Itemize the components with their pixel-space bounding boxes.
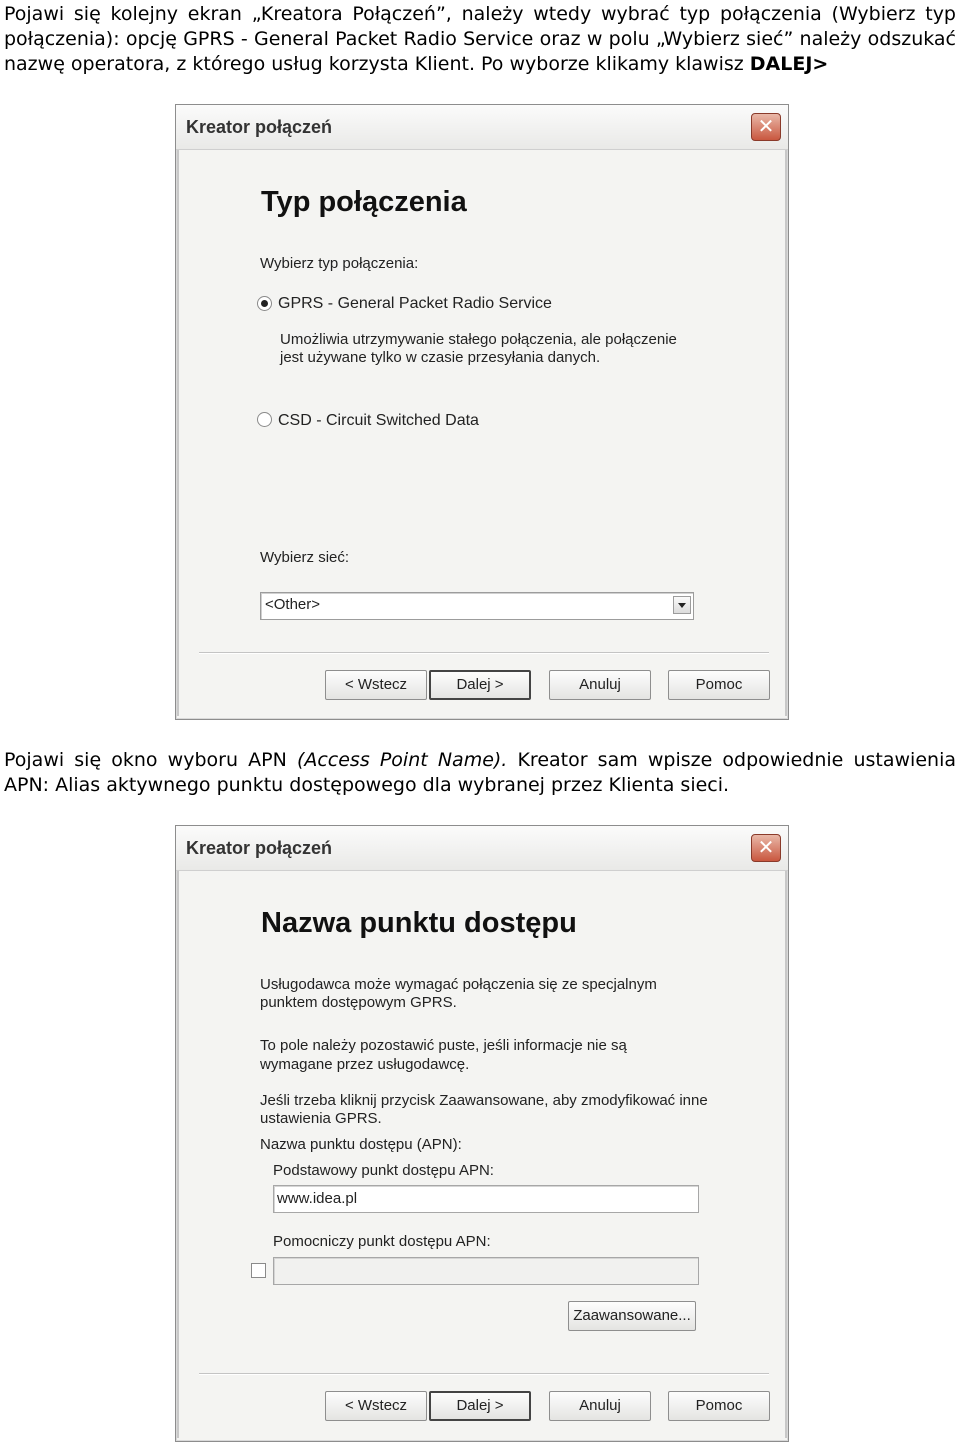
apn-text-before: Pojawi się okno wyboru APN [4, 749, 297, 771]
dialog-titlebar [176, 826, 788, 871]
primary-apn-value: www.idea.pl [277, 1190, 358, 1207]
help-button[interactable]: Pomoc [668, 670, 770, 700]
apn-italic: (Access Point Name). [296, 749, 508, 771]
secondary-apn-field[interactable] [273, 1257, 699, 1285]
cancel-button[interactable]: Anuluj [549, 670, 651, 700]
option-gprs-description-line2: jest używane tylko w czasie przesyłania danych. [280, 349, 601, 366]
info-line: punktem dostępowym GPRS. [260, 994, 457, 1011]
primary-apn-field[interactable] [273, 1185, 699, 1213]
intro-text: Pojawi się kolejny ekran „Kreatora Połączeń”, należy wtedy wybrać typ połączenia (Wybierz typ połączenia): opcję GPRS - General Packet Radio Service oraz w polu „Wybierz sieć” należy odszukać nazwę operatora, z którego usług korzysta Klient. Po wyborze klikamy klawisz [4, 3, 956, 75]
next-button[interactable]: Dalej > [429, 1391, 531, 1421]
advanced-button[interactable]: Zaawansowane... [568, 1301, 696, 1331]
info-line: wymagane przez usługodawcę. [260, 1056, 470, 1073]
secondary-apn-label: Pomocniczy punkt dostępu APN: [273, 1233, 491, 1250]
info-line: Usługodawca może wymagać połączenia się ze specjalnym [260, 976, 657, 993]
back-button[interactable]: < Wstecz [325, 670, 427, 700]
choose-type-label: Wybierz typ połączenia: [260, 255, 419, 272]
radio-selected-dot [261, 300, 268, 307]
radio-csd[interactable] [257, 412, 272, 427]
apn-text-after: Kreator sam wpisze odpowiednie ustawienia APN: Alias aktywnego punktu dostępowego dla wybranej przez Klienta sieci. [4, 749, 956, 796]
intro-bold-next: DALEJ> [749, 53, 829, 75]
close-icon: ✕ [757, 114, 775, 138]
dialog-body [177, 150, 787, 716]
button-separator [199, 652, 769, 654]
help-button[interactable]: Pomoc [668, 1391, 770, 1421]
close-icon: ✕ [757, 835, 775, 859]
intro-paragraph [4, 2, 956, 77]
network-select-value: <Other> [265, 596, 321, 613]
next-button[interactable]: Dalej > [429, 670, 531, 700]
button-separator [199, 1373, 769, 1375]
dialog-title: Kreator połączeń [186, 838, 333, 858]
option-gprs-label[interactable]: GPRS - General Packet Radio Service [278, 295, 552, 312]
cancel-button[interactable]: Anuluj [549, 1391, 651, 1421]
chevron-down-icon[interactable] [673, 596, 691, 614]
info-line: ustawienia GPRS. [260, 1110, 382, 1127]
page-heading: Typ połączenia [261, 186, 467, 218]
page-heading: Nazwa punktu dostępu [261, 907, 577, 939]
close-button[interactable] [751, 113, 781, 141]
choose-network-label: Wybierz sieć: [260, 549, 350, 566]
primary-apn-label: Podstawowy punkt dostępu APN: [273, 1162, 494, 1179]
radio-gprs[interactable] [257, 296, 272, 311]
info-line: Jeśli trzeba kliknij przycisk Zaawansowane, aby zmodyfikować inne [260, 1092, 708, 1109]
secondary-apn-checkbox[interactable] [251, 1263, 266, 1278]
option-csd-label[interactable]: CSD - Circuit Switched Data [278, 412, 479, 429]
back-button[interactable]: < Wstecz [325, 1391, 427, 1421]
dialog-title: Kreator połączeń [186, 117, 333, 137]
connection-wizard-dialog-apn [175, 825, 789, 1442]
close-button[interactable] [751, 834, 781, 862]
dialog-body [177, 871, 787, 1438]
info-line: To pole należy pozostawić puste, jeśli informacje nie są [260, 1037, 627, 1054]
option-gprs-description-line1: Umożliwia utrzymywanie stałego połączenia, ale połączenie [280, 331, 677, 348]
apn-group-label: Nazwa punktu dostępu (APN): [260, 1136, 462, 1153]
network-select[interactable] [260, 592, 694, 620]
dialog-titlebar [176, 105, 788, 150]
connection-wizard-dialog-type [175, 104, 789, 720]
apn-paragraph [4, 748, 956, 798]
